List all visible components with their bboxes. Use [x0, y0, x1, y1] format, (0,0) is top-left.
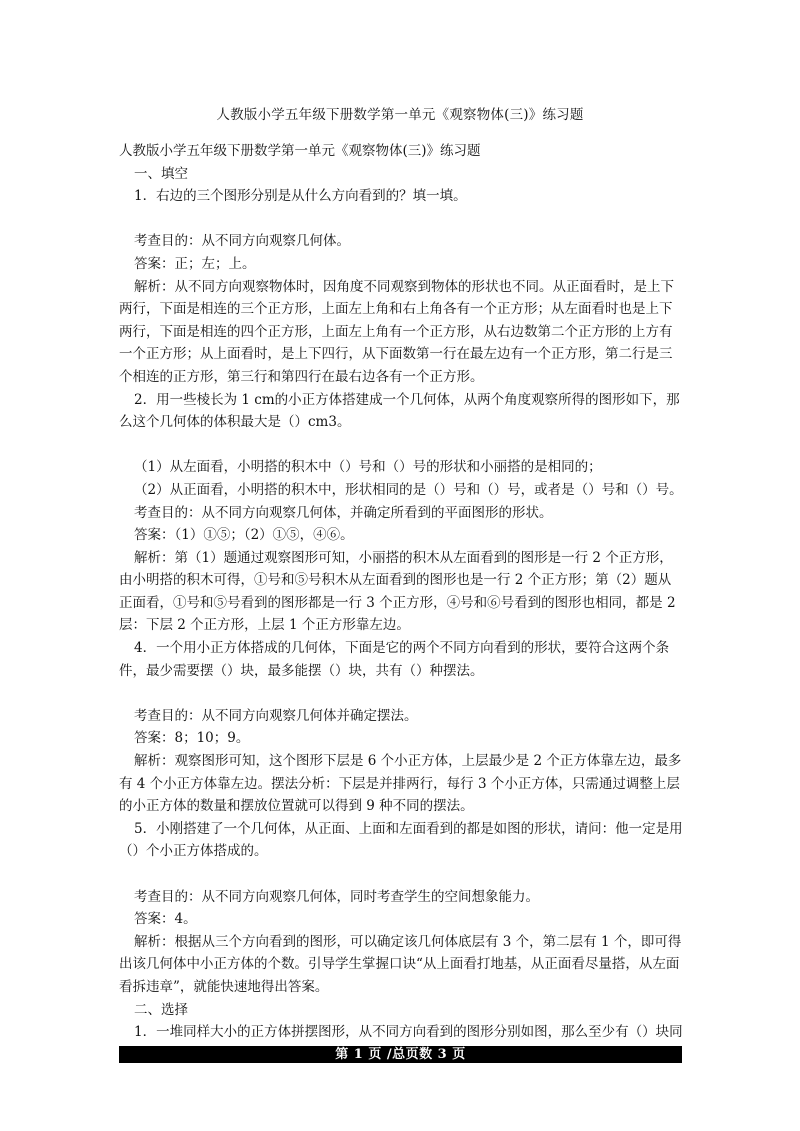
q1-purpose: 考查目的：从不同方向观察几何体。 [134, 233, 350, 250]
q5-answer: 答案：4。 [134, 911, 197, 928]
section-heading-fill: 一、填空 [134, 165, 188, 182]
q4-analysis: 解析：观察图形可知，这个图形下层是 6 个小正方体，上层最少是 2 个正方体靠左边，最多有 4 个小正方体靠左边。摆法分析：下层是并排两行，每行 3 个小正方体，只需通过调整上层的小正方体的数量和摆放位置就可以得到 9 种不同的摆法。 [119, 753, 682, 815]
question-4: 4．一个用小正方体搭成的几何体，下面是它的两个不同方向看到的形状，要符合这两个条件，最少需要摆（）块，最多能摆（）块，共有（）种摆法。 [119, 640, 670, 679]
q4-purpose: 考查目的：从不同方向观察几何体并确定摆法。 [134, 707, 418, 724]
q3-purpose: 考查目的：从不同方向观察几何体，并确定所看到的平面图形的形状。 [134, 504, 553, 521]
choice-question-1: 1．一堆同样大小的正方体拼摆图形，从不同方向看到的图形分别如图，那么至少有（）块同 [134, 1024, 683, 1041]
question-2: 2．用一些棱长为 1 cm的小正方体搭建成一个几何体，从两个角度观察所得的图形如下，那么这个几何体的体积最大是（）cm3。 [119, 391, 680, 431]
question-3-part-2: （2）从正面看，小明搭的积木中，形状相同的是（）号和（）号，或者是（）号和（）号。 [134, 481, 683, 498]
question-5: 5．小刚搭建了一个几何体，从正面、上面和左面看到的都是如图的形状，请问：他一定是用（）个小正方体搭成的。 [119, 820, 683, 860]
figure-space [119, 434, 684, 457]
q1-analysis: 解析：从不同方向观察物体时，因角度不同观察到物体的形状也不同。从正面看时，是上下两行，下面是相连的三个正方形，上面左上角和右上角各有一个正方形；从左面看时也是上下两行，下面是相连的四个正方形，上面左上角有一个正方形，从右边数第二个正方形的上方有一个正方形；从上面看时，是上下四行，从下面数第一行在最左边有一个正方形，第二行是三个相连的正方形，第三行和第四行在最右边各有一个正方形。 [119, 278, 674, 385]
q5-purpose: 考查目的：从不同方向观察几何体，同时考查学生的空间想象能力。 [134, 888, 539, 905]
question-3-part-1: （1）从左面看，小明搭的积木中（）号和（）号的形状和小丽搭的是相同的； [134, 459, 602, 476]
q3-answer: 答案：（1）①⑤；（2）①⑤，④⑥。 [134, 527, 354, 544]
page-header: 人教版小学五年级下册数学第一单元《观察物体(三)》练习题 [216, 107, 584, 123]
document-title: 人教版小学五年级下册数学第一单元《观察物体(三)》练习题 [119, 143, 481, 159]
q5-analysis: 解析：根据从三个方向看到的图形，可以确定该几何体底层有 3 个，第二层有 1 个，即可得出该几何体中小正方体的个数。引导学生掌握口诀“从上面看打地基，从正面看尽量搭，从左面看拆违章”，就能快速地得出答案。 [119, 933, 682, 995]
q4-answer: 答案：8；10；9。 [134, 730, 250, 747]
q3-analysis: 解析：第（1）题通过观察图形可知，小丽搭的积木从左面看到的图形是一行 2 个正方形，由小明搭的积木可得，①号和⑤号积木从左面看到的图形也是一行 2 个正方形；第（2）题从正面看，①号和⑤号看到的图形都是一行 3 个正方形，④号和⑥号看到的图形也相同，都是 2 层：下层 2 个正方形，上层 1 个正方形靠左边。 [119, 549, 676, 634]
page-footer: 第 1 页 /总页数 3 页 [119, 1046, 682, 1063]
figure-space [119, 208, 684, 231]
document-body [119, 140, 684, 1066]
section-heading-choice: 二、选择 [134, 1001, 188, 1018]
figure-space [119, 863, 684, 886]
q1-answer: 答案：正；左；上。 [134, 255, 256, 272]
figure-space [119, 682, 684, 705]
question-1: 1．右边的三个图形分别是从什么方向看到的？填一填。 [134, 188, 467, 205]
